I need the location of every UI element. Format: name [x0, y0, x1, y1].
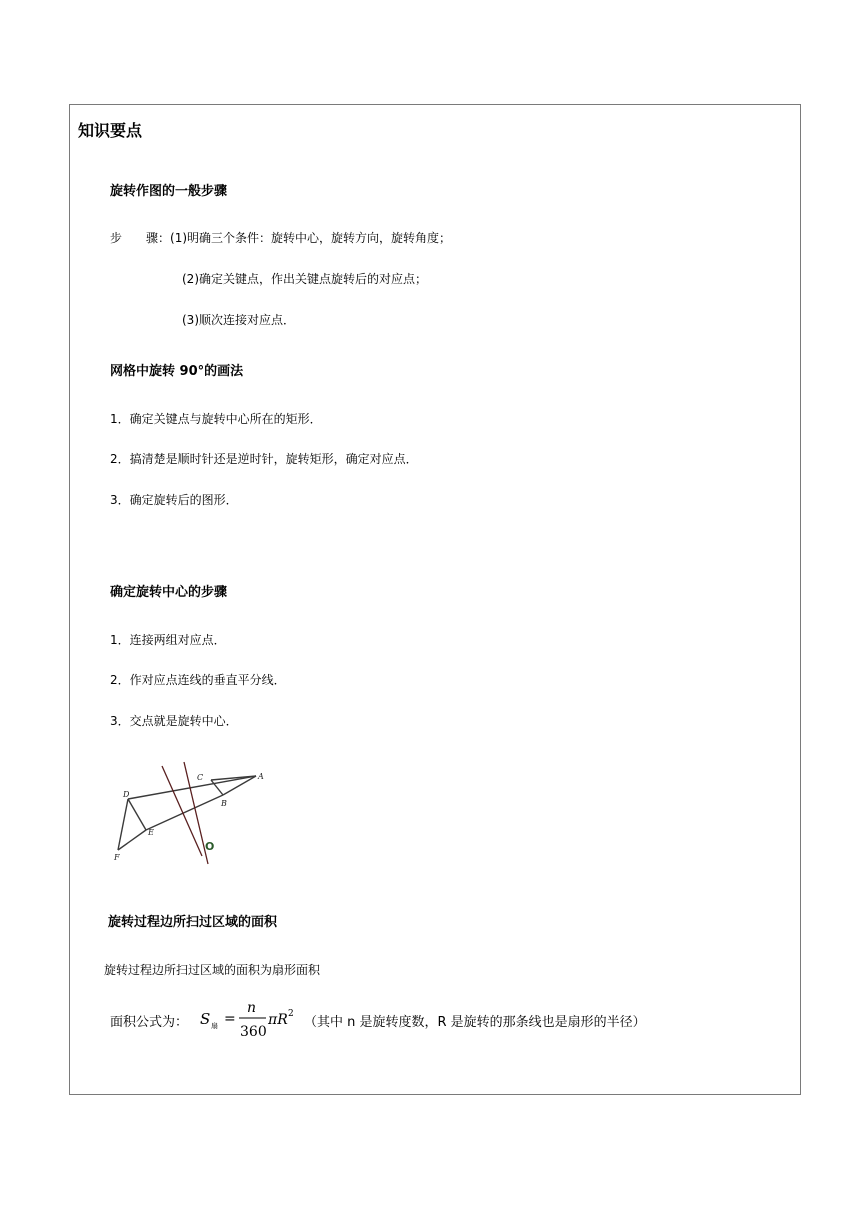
grid-item-3: 3．确定旋转后的图形． — [110, 493, 238, 507]
formula-numerator: n — [247, 1000, 257, 1016]
label-d: D — [123, 790, 130, 799]
label-b: B — [221, 799, 227, 808]
segment-df — [118, 799, 128, 850]
sector-area-formula — [194, 998, 304, 1042]
formula-label: 面积公式为： — [110, 1015, 189, 1030]
formula-note: （其中 n 是旋转度数，R 是旋转的那条线也是扇形的半径） — [304, 1015, 646, 1030]
label-o: O — [205, 840, 215, 853]
label-e: E — [148, 828, 154, 837]
rotation-center-figure — [108, 760, 278, 870]
area-intro: 旋转过程边所扫过区域的面积为扇形面积 — [104, 963, 321, 977]
label-c: C — [197, 773, 204, 782]
segment-fe — [118, 830, 146, 850]
heading-grid-rotation: 网格中旋转 90°的画法 — [110, 364, 244, 379]
step-text-1: (1)明确三个条件：旋转中心，旋转方向，旋转角度； — [170, 231, 452, 245]
heading-area: 旋转过程边所扫过区域的面积 — [108, 915, 278, 930]
formula-pi-r: πR — [268, 1012, 288, 1028]
formula-eq: = — [224, 1011, 236, 1027]
formula-denominator: 360 — [240, 1024, 267, 1040]
label-a: A — [258, 772, 264, 781]
formula-sub: 扇 — [211, 1022, 218, 1030]
page-title: 知识要点 — [78, 121, 143, 140]
heading-center-steps: 确定旋转中心的步骤 — [110, 585, 228, 600]
center-item-3: 3．交点就是旋转中心． — [110, 714, 238, 728]
step-prefix: 步 骤： — [110, 231, 171, 245]
segment-eb — [146, 795, 223, 830]
step-line-3: (3)顺次连接对应点． — [182, 313, 295, 327]
formula-s: S — [200, 1010, 211, 1028]
center-item-1: 1．连接两组对应点． — [110, 633, 226, 647]
center-item-2: 2．作对应点连线的垂直平分线． — [110, 673, 286, 687]
label-f: F — [114, 853, 120, 862]
step-line-1 — [110, 229, 451, 246]
grid-item-1: 1．确定关键点与旋转中心所在的矩形． — [110, 412, 322, 426]
formula-exponent: 2 — [288, 1009, 294, 1019]
step-line-2: (2)确定关键点，作出关键点旋转后的对应点； — [182, 272, 427, 286]
grid-item-2: 2．搞清楚是顺时针还是逆时针，旋转矩形，确定对应点． — [110, 452, 418, 466]
segment-de — [128, 799, 146, 830]
heading-general-steps: 旋转作图的一般步骤 — [110, 184, 228, 199]
